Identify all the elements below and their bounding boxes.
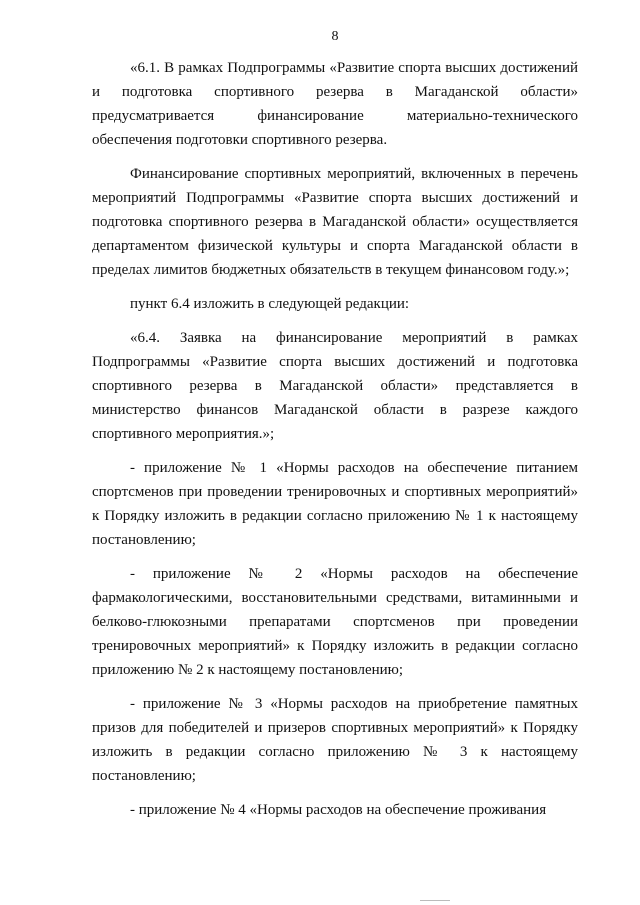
page-number: 8 <box>331 29 339 44</box>
paragraph-appendix-3: - приложение № 3 «Нормы расходов на приобретение памятных призов для победителей и призеров спортивных мероприятий» к Порядку изложить в редакции согласно приложению № 3 к настоящему постановлению; <box>92 696 578 784</box>
paragraph-appendix-4: - приложение № 4 «Нормы расходов на обеспечение проживания <box>130 802 547 818</box>
paragraph-appendix-2: - приложение № 2 «Нормы расходов на обеспечение фармакологическими, восстановительными средствами, витаминными и белково-глюкозными препаратами спортсменов при проведении тренировочных мероприятий» к Порядку изложить в редакции согласно приложению № 2 к настоящему постановлению; <box>92 566 578 678</box>
scan-edge-mark <box>420 900 450 901</box>
paragraph-6-1: «6.1. В рамках Подпрограммы «Развитие спорта высших достижений и подготовка спортивного резерва в Магаданской области» предусматривается финансирование материально-технического обеспечения подготовки спортивного резерва. <box>92 60 578 148</box>
paragraph-item-6-4-intro: пункт 6.4 изложить в следующей редакции: <box>130 296 410 312</box>
paragraph-6-4: «6.4. Заявка на финансирование мероприятий в рамках Подпрограммы «Развитие спорта высших достижений и подготовка спортивного резерва в Магаданской области» представляется в министерство финансов Магаданской области в разрезе каждого спортивного мероприятия.»; <box>92 330 578 442</box>
paragraph-financing: Финансирование спортивных мероприятий, включенных в перечень мероприятий Подпрограммы «Развитие спорта высших достижений и подготовка спортивного резерва в Магаданской области» осуществляется департаментом физической культуры и спорта Магаданской области в пределах лимитов бюджетных обязательств в текущем финансовом году.»; <box>92 166 578 278</box>
paragraph-appendix-1: - приложение № 1 «Нормы расходов на обеспечение питанием спортсменов при проведении тренировочных и спортивных мероприятий» к Порядку изложить в редакции согласно приложению № 1 к настоящему постановлению; <box>92 460 578 548</box>
